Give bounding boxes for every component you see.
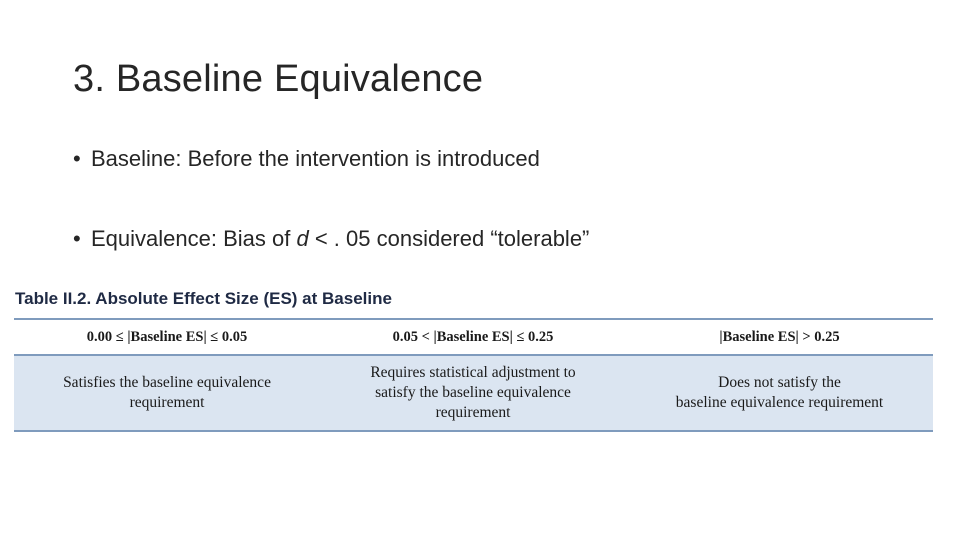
cell-line: requirement [435,404,511,421]
cell-line: Satisfies the baseline equivalence [63,374,271,391]
table-header-cell: 0.00 ≤ |Baseline ES| ≤ 0.05 [86,328,248,345]
bullet-text: Baseline: Before the intervention is introduced [91,146,540,171]
table-header-row [14,319,933,355]
bullet-text-italic: d [296,226,309,251]
cell-line: satisfy the baseline equivalence [375,384,571,401]
table-cell-satisfies [14,355,320,431]
table-row [14,355,933,431]
cell-line: requirement [129,394,205,411]
bullet-marker: • [73,146,81,171]
effect-size-table [14,318,933,432]
table-header-cell: |Baseline ES| > 0.25 [719,328,840,345]
cell-line: baseline equivalence requirement [675,394,884,411]
bullet-marker: • [73,226,81,251]
bullet-text-suffix: < . 05 considered “tolerable” [308,226,590,251]
bullet-item-equivalence [73,226,589,252]
slide-title: 3. Baseline Equivalence [73,58,484,100]
table-cell-requires-adjustment [320,355,626,431]
bullet-item-baseline [73,146,540,172]
table-cell-does-not-satisfy [626,355,933,431]
table-header-cell: 0.05 < |Baseline ES| ≤ 0.25 [392,328,554,345]
cell-line: Requires statistical adjustment to [370,364,576,381]
bullet-text-prefix: Equivalence: Bias of [91,226,297,251]
table-title: Table II.2. Absolute Effect Size (ES) at Baseline [15,289,392,308]
cell-line: Does not satisfy the [718,374,841,391]
